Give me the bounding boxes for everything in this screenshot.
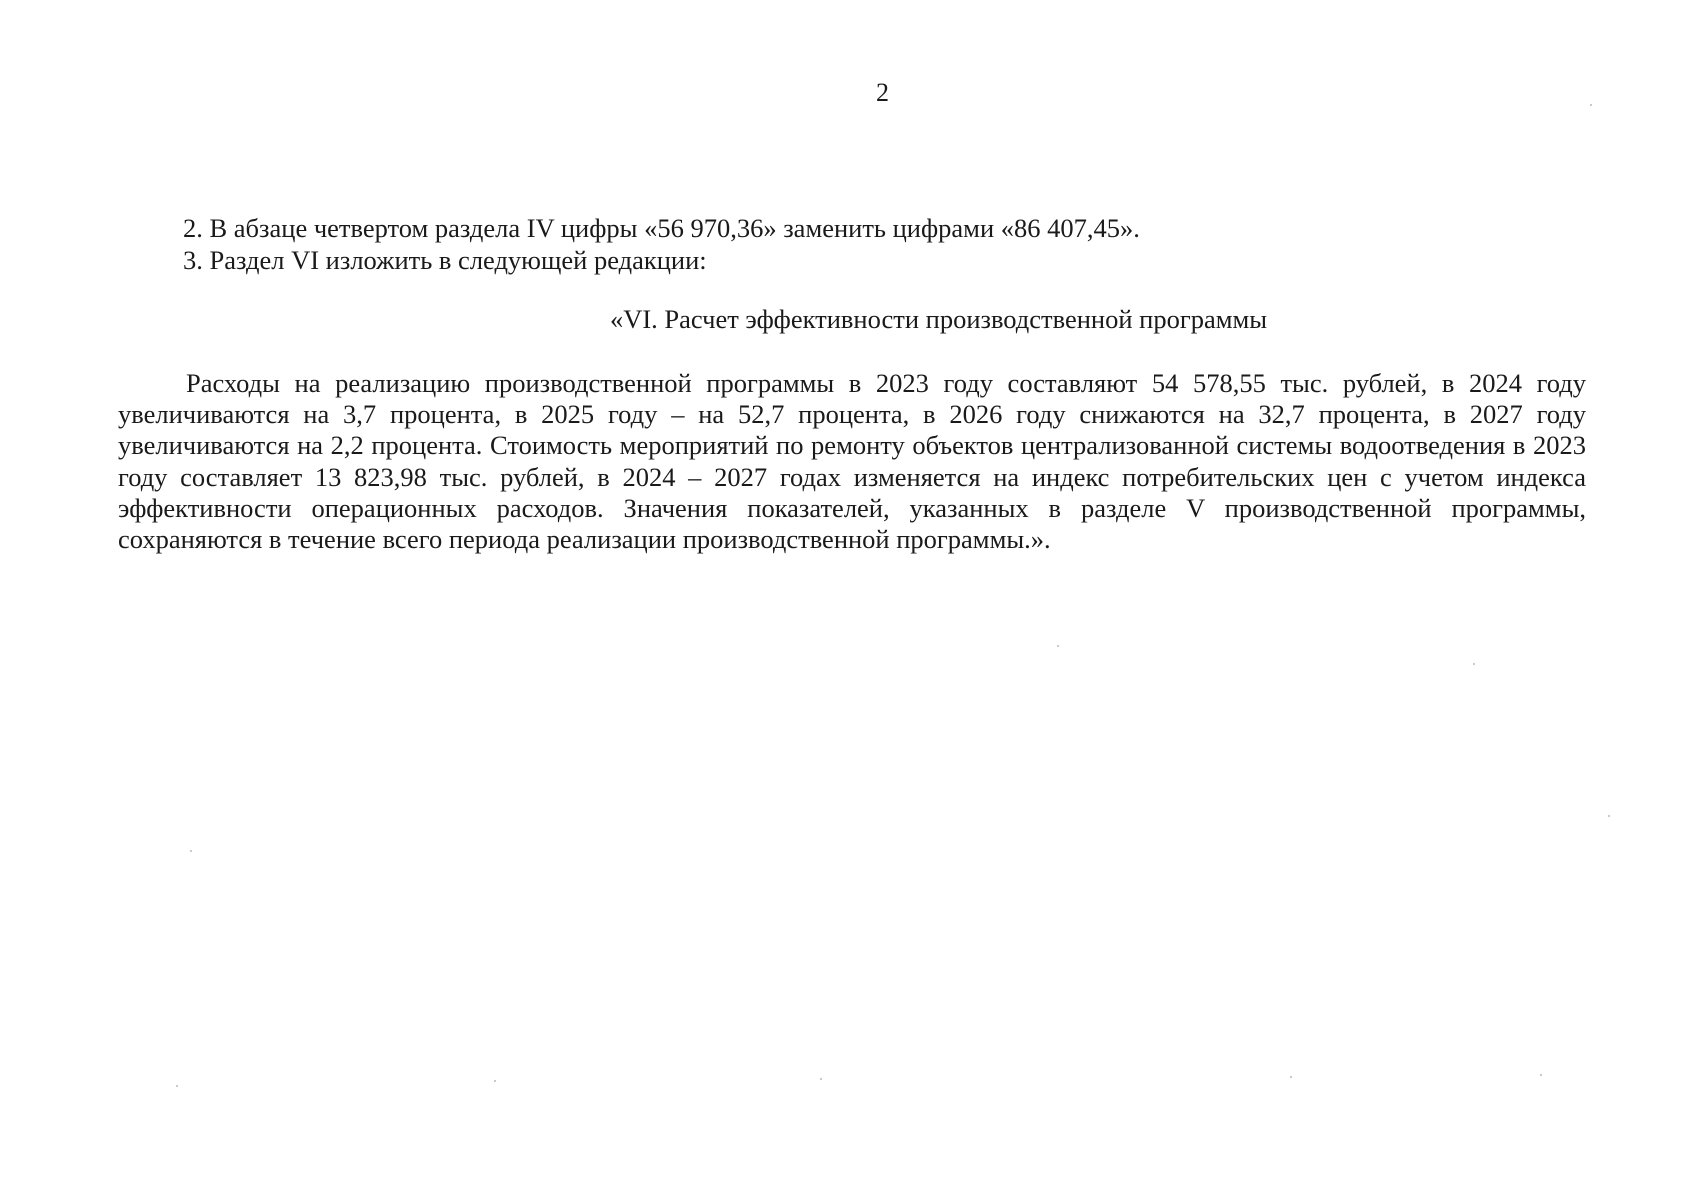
scan-speck	[1473, 663, 1475, 665]
scan-speck	[1608, 815, 1610, 817]
scan-speck	[494, 1080, 496, 1082]
scan-speck	[1540, 1074, 1542, 1076]
scan-speck	[176, 1085, 178, 1087]
page-number: 2	[876, 78, 889, 107]
section-heading: «VI. Расчет эффективности производственной программы	[609, 304, 1268, 334]
scan-speck	[1590, 104, 1592, 106]
section-body-paragraph: Расходы на реализацию производственной программы в 2023 году составляют 54 578,55 тыс. рублей, в 2024 году увеличиваются на 3,7 процента, в 2025 году – на 52,7 процента, в 2026 году снижаются на 32,7 процента, в 2027 году увеличиваются на 2,2 процента. Стоимость мероприятий по ремонту объектов централизованной системы водоотведения в 2023 году составляет 13 823,98 тыс. рублей, в 2024 – 2027 годах изменяется на индекс потребительских цен с учетом индекса эффективности операционных расходов. Значения показателей, указанных в разделе V производственной программы, сохраняются в течение всего периода реализации производственной программы.».	[118, 368, 1586, 555]
scan-speck	[1290, 1076, 1292, 1078]
scan-speck	[190, 850, 192, 852]
amendment-item-2: 2. В абзаце четвертом раздела IV цифры «56 970,36» заменить цифрами «86 407,45».	[183, 213, 1140, 243]
scan-speck	[1057, 645, 1059, 647]
scan-speck	[820, 1078, 822, 1080]
amendment-item-3: 3. Раздел VI изложить в следующей редакции:	[183, 245, 707, 275]
amendment-list	[183, 212, 1583, 276]
